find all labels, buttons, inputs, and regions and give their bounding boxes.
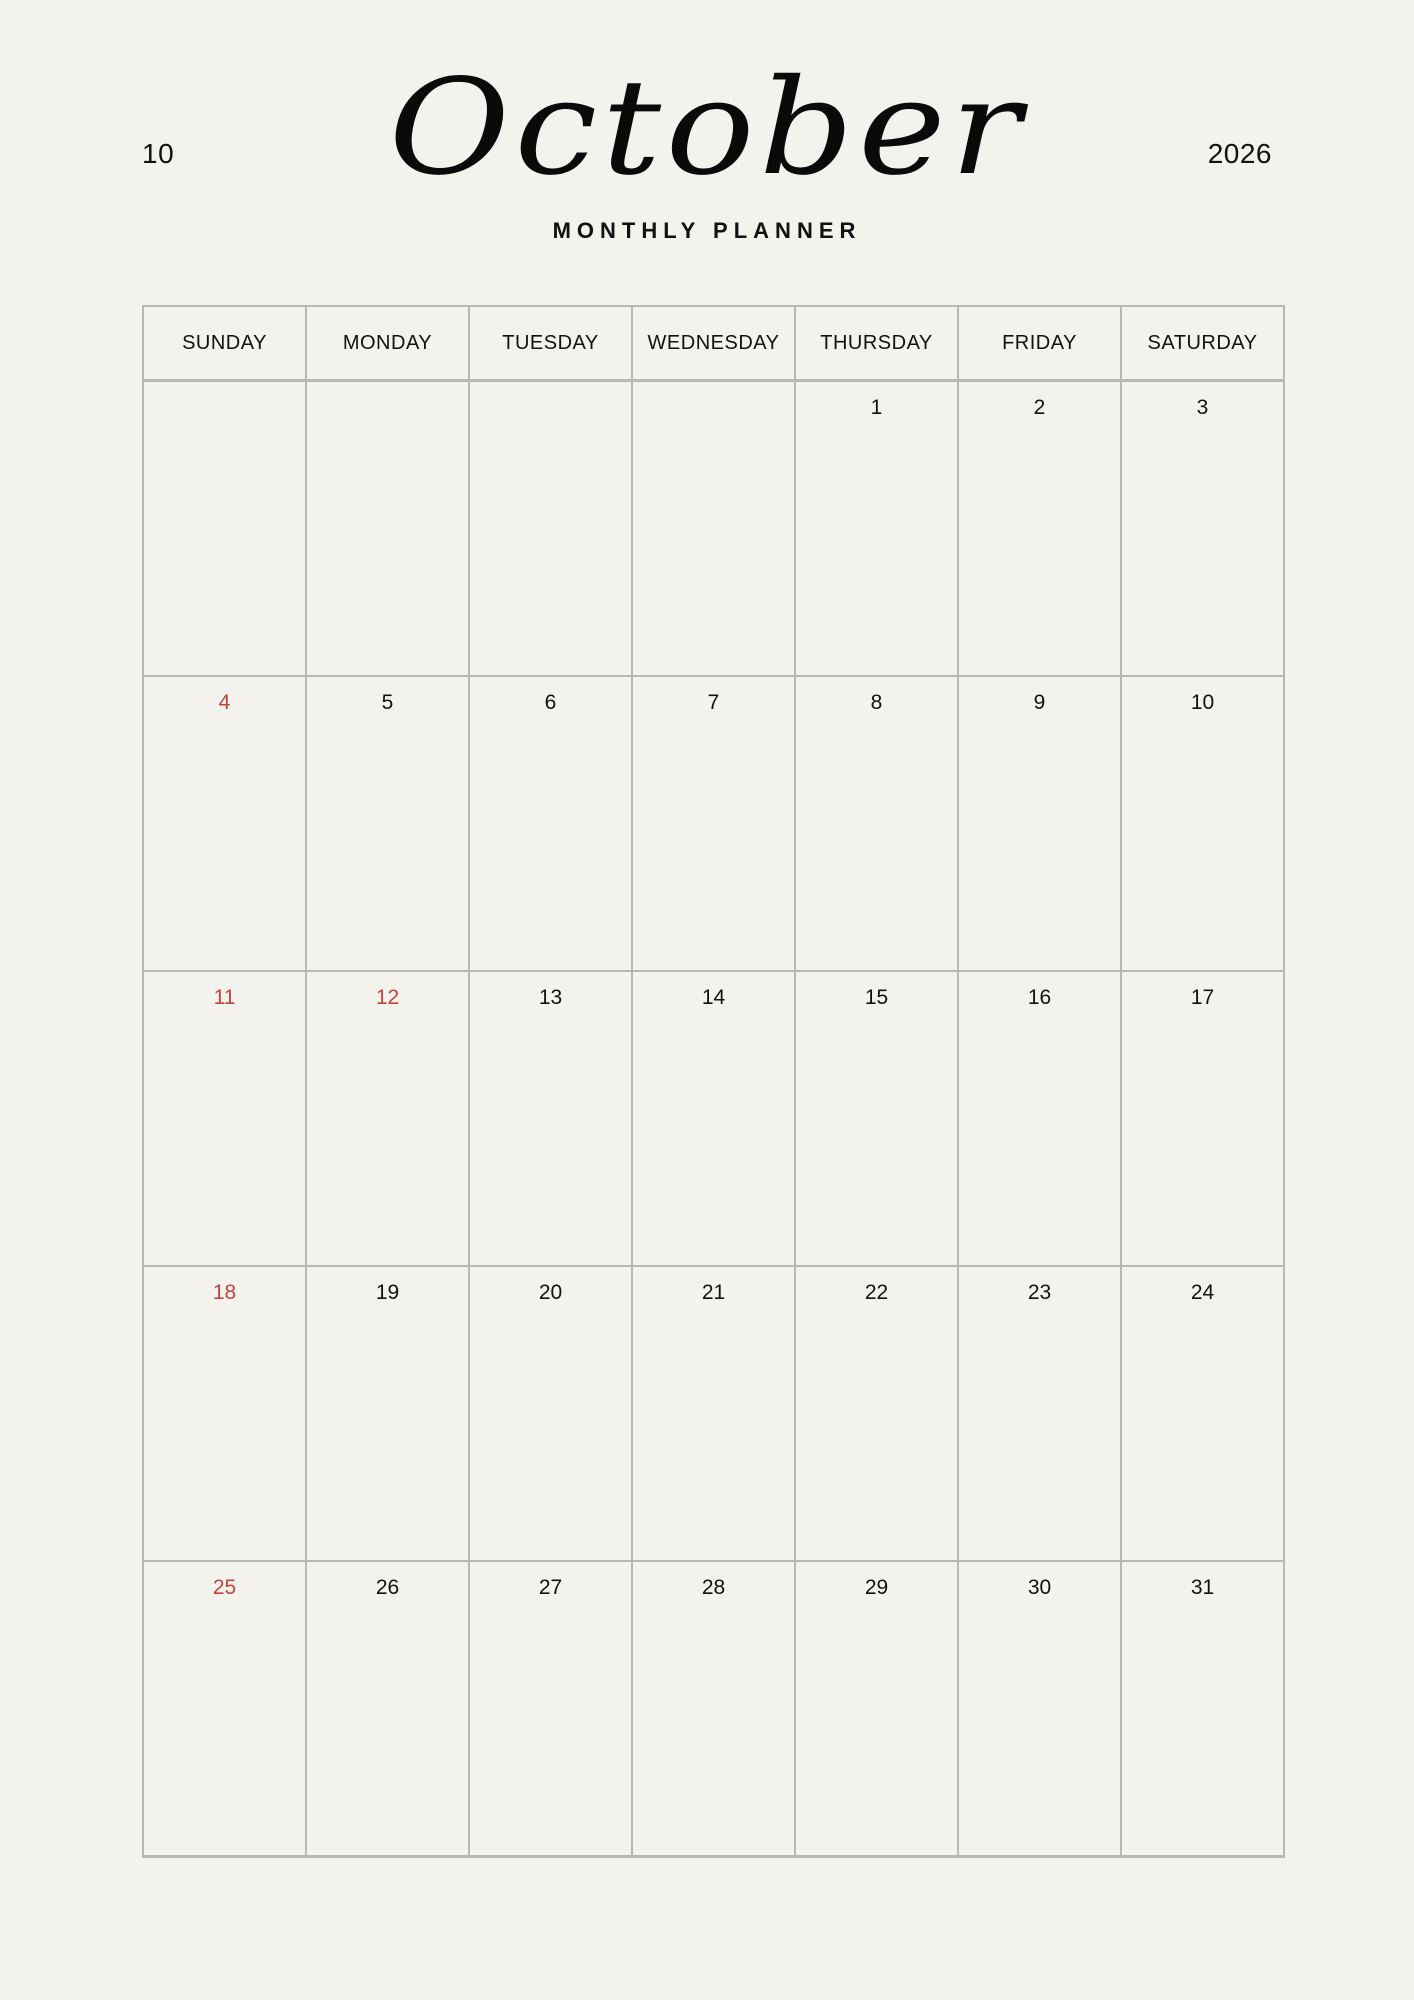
- day-cell[interactable]: [306, 676, 469, 971]
- day-number: 10: [1190, 691, 1215, 714]
- day-cell[interactable]: [958, 971, 1121, 1266]
- weekday-header: WEDNESDAY: [632, 306, 795, 381]
- day-cell[interactable]: [143, 971, 306, 1266]
- day-cell[interactable]: [958, 381, 1121, 677]
- day-cell[interactable]: [958, 1561, 1121, 1857]
- day-number: 18: [212, 1281, 237, 1304]
- day-cell[interactable]: [795, 971, 958, 1266]
- year-label: 2026: [1207, 138, 1272, 169]
- weekday-header: THURSDAY: [795, 306, 958, 381]
- day-cell[interactable]: [958, 676, 1121, 971]
- week-row: [143, 1266, 1284, 1561]
- day-number: 26: [375, 1576, 400, 1599]
- weekday-header: FRIDAY: [958, 306, 1121, 381]
- day-cell[interactable]: [958, 1266, 1121, 1561]
- day-number: 2: [1033, 396, 1046, 419]
- day-number: 23: [1027, 1281, 1052, 1304]
- week-row: [143, 1561, 1284, 1857]
- day-cell[interactable]: [469, 676, 632, 971]
- day-cell[interactable]: [632, 1561, 795, 1857]
- day-number: 17: [1190, 986, 1215, 1009]
- week-row: [143, 676, 1284, 971]
- weekday-header-row: [143, 306, 1284, 381]
- planner-subtitle: MONTHLY PLANNER: [552, 218, 862, 243]
- day-number: 13: [538, 986, 563, 1009]
- day-number: 15: [864, 986, 889, 1009]
- day-number: 25: [212, 1576, 237, 1599]
- day-number: 30: [1027, 1576, 1052, 1599]
- day-number: 19: [375, 1281, 400, 1304]
- day-cell[interactable]: [143, 1561, 306, 1857]
- day-cell[interactable]: [795, 676, 958, 971]
- empty-day-cell[interactable]: [143, 381, 306, 677]
- day-cell[interactable]: [632, 971, 795, 1266]
- day-cell[interactable]: [143, 1266, 306, 1561]
- day-cell[interactable]: [1121, 1561, 1284, 1857]
- day-cell[interactable]: [1121, 676, 1284, 971]
- day-number: 5: [381, 691, 394, 714]
- day-cell[interactable]: [795, 381, 958, 677]
- day-number: 28: [701, 1576, 726, 1599]
- day-cell[interactable]: [469, 1266, 632, 1561]
- day-number: 29: [864, 1576, 889, 1599]
- weekday-header: SATURDAY: [1121, 306, 1284, 381]
- day-cell[interactable]: [1121, 971, 1284, 1266]
- day-number: 14: [701, 986, 726, 1009]
- empty-day-cell[interactable]: [469, 381, 632, 677]
- day-cell[interactable]: [469, 1561, 632, 1857]
- day-number: 6: [544, 691, 557, 714]
- day-cell[interactable]: [1121, 1266, 1284, 1561]
- weekday-header: MONDAY: [306, 306, 469, 381]
- day-number: 4: [218, 691, 231, 714]
- day-number: 22: [864, 1281, 889, 1304]
- weekday-header: TUESDAY: [469, 306, 632, 381]
- month-title: October: [388, 51, 1026, 205]
- day-number: 1: [870, 396, 883, 419]
- day-number: 27: [538, 1576, 563, 1599]
- month-number: 10: [142, 138, 175, 169]
- day-number: 3: [1196, 396, 1209, 419]
- calendar-grid: [142, 305, 1285, 1858]
- day-cell[interactable]: [795, 1266, 958, 1561]
- week-row: [143, 971, 1284, 1266]
- day-cell[interactable]: [632, 676, 795, 971]
- day-cell[interactable]: [1121, 381, 1284, 677]
- day-cell[interactable]: [306, 971, 469, 1266]
- day-cell[interactable]: [632, 1266, 795, 1561]
- weekday-header: SUNDAY: [143, 306, 306, 381]
- day-cell[interactable]: [306, 1266, 469, 1561]
- day-cell[interactable]: [795, 1561, 958, 1857]
- day-cell[interactable]: [306, 1561, 469, 1857]
- day-number: 21: [701, 1281, 726, 1304]
- day-number: 31: [1190, 1576, 1215, 1599]
- day-number: 20: [538, 1281, 563, 1304]
- day-number: 24: [1190, 1281, 1215, 1304]
- day-number: 7: [707, 691, 720, 714]
- day-cell[interactable]: [143, 676, 306, 971]
- week-row: [143, 381, 1284, 677]
- empty-day-cell[interactable]: [632, 381, 795, 677]
- empty-day-cell[interactable]: [306, 381, 469, 677]
- day-number: 11: [213, 986, 236, 1009]
- day-number: 9: [1033, 691, 1046, 714]
- day-number: 16: [1027, 986, 1052, 1009]
- day-cell[interactable]: [469, 971, 632, 1266]
- day-number: 8: [870, 691, 883, 714]
- day-number: 12: [375, 986, 400, 1009]
